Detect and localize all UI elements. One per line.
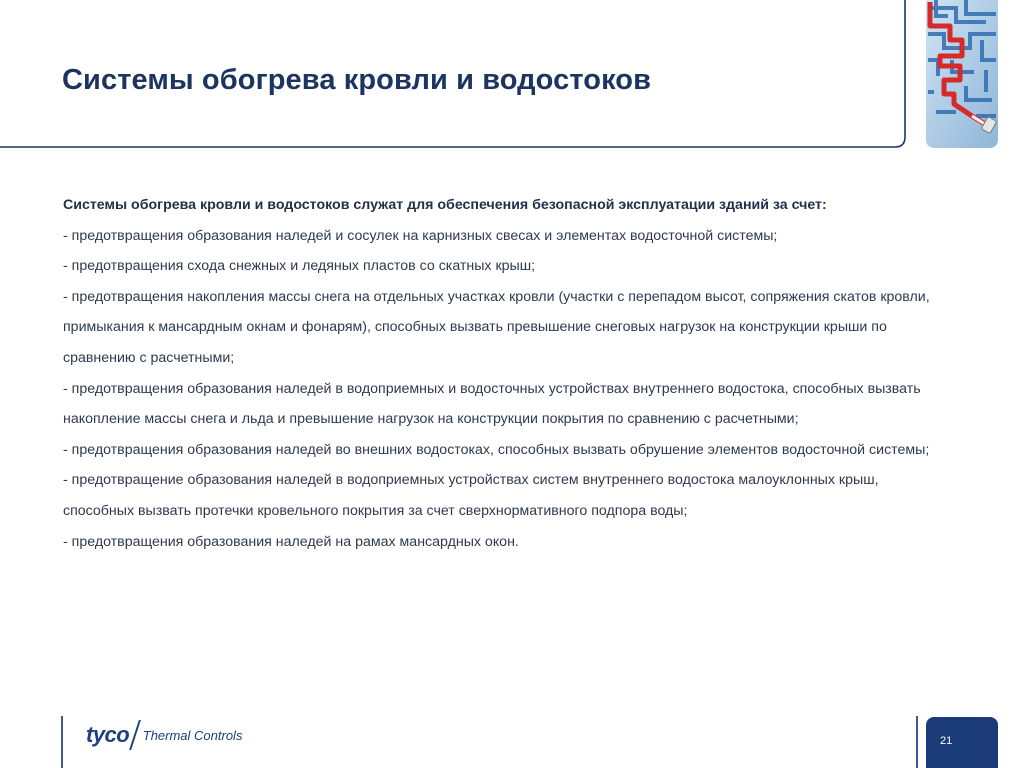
page-number: 21 [940,735,953,747]
slide-title: Системы обогрева кровли и водостоков [62,64,652,96]
body-item: - предотвращения образования наледей на рамах мансардных окон. [63,533,519,550]
footer-divider-left [61,716,63,768]
logo-slash [129,720,140,750]
body-lead: Системы обогрева кровли и водостоков служат для обеспечения безопасной эксплуатации зданий за счет: [63,197,827,213]
body-item: - предотвращения схода снежных и ледяных пластов со скатных крыш; [63,258,536,275]
body-item: - предотвращения образования наледей и сосулек на карнизных свесах и элементах водосточной системы; [63,227,778,244]
body-item: - предотвращения накопления массы снега на отдельных участках кровли (участки с перепадом высот, сопряжения скатов кровли, примыкания к мансардным окнам и фонарям), способных вызвать превышение снеговых нагрузок на конструкции крыши по сравнению с расчетными; [63,288,930,366]
body-item: - предотвращение образования наледей в водоприемных устройствах систем внутреннего водостока малоуклонных крыш, способных вызвать протечки кровельного покрытия за счет сверхнормативного подпора воды; [63,472,879,519]
logo-brand: tyco [86,722,130,747]
footer-divider-right [916,716,918,768]
maze-cable-image [926,0,998,148]
body-item: - предотвращения образования наледей в водоприемных и водосточных устройствах внутреннего водостока, способных вызвать накопление массы снега и льда и превышение нагрузок на конструкции покрытия по сравнению с расчетными; [63,380,921,428]
slide-body [63,190,943,557]
tyco-logo [86,718,242,752]
logo-subtitle: Thermal Controls [142,727,243,743]
page-number-badge [926,717,998,768]
body-item: - предотвращения образования наледей во внешних водостоках, способных вызвать обрушение элементов водосточной системы; [63,441,930,458]
